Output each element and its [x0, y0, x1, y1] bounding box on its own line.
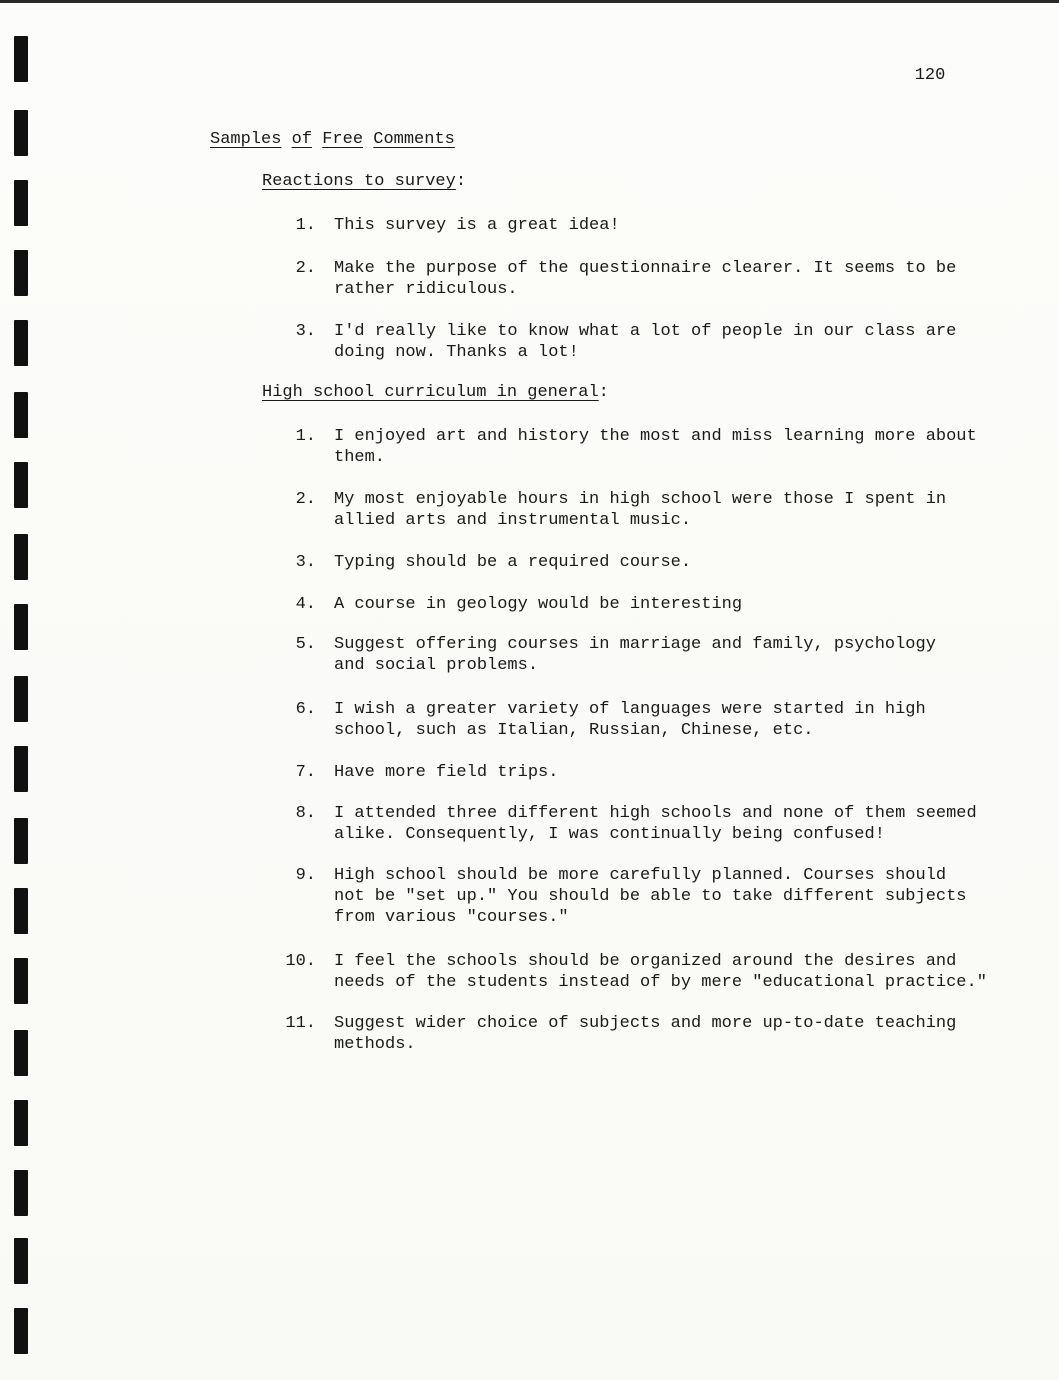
top-edge-rule: [0, 0, 1059, 3]
page-number: 120: [914, 66, 946, 85]
item-number: 1.: [295, 216, 316, 235]
section-heading-text: High school curriculum in general: [262, 383, 599, 402]
binding-mark: [14, 1238, 28, 1284]
section-heading-colon: :: [598, 383, 609, 402]
binding-mark: [14, 250, 28, 296]
item-number: 7.: [295, 763, 316, 782]
binding-mark: [14, 888, 28, 934]
binding-mark: [14, 1100, 28, 1146]
binding-mark: [14, 180, 28, 226]
title-word: of: [291, 130, 313, 149]
title-word: Samples: [210, 130, 282, 149]
page-title: [210, 130, 455, 149]
item-number: 2.: [295, 259, 316, 278]
item-text: Typing should be a required course.: [334, 553, 692, 572]
binding-mark: [14, 534, 28, 580]
item-number: 10.: [285, 952, 316, 971]
title-word: Free: [322, 130, 364, 149]
binding-mark: [14, 110, 28, 156]
item-text: A course in geology would be interesting: [334, 595, 743, 614]
section-heading-text: Reactions to survey: [262, 172, 456, 191]
item-number: 6.: [295, 700, 316, 719]
item-text: I'd really like to know what a lot of people in our class are doing now. Thanks a lot!: [334, 322, 957, 362]
binding-mark: [14, 746, 28, 792]
binding-mark: [14, 462, 28, 508]
item-number: 1.: [295, 427, 316, 446]
item-number: 8.: [295, 804, 316, 823]
item-number: 2.: [295, 490, 316, 509]
section-heading-colon: :: [455, 172, 467, 191]
item-number: 9.: [295, 866, 316, 885]
item-text: This survey is a great idea!: [334, 216, 620, 235]
binding-mark: [14, 1308, 28, 1354]
item-text: I enjoyed art and history the most and miss learning more about them.: [334, 427, 977, 467]
binding-mark: [14, 818, 28, 864]
binding-mark: [14, 604, 28, 650]
item-number: 3.: [295, 553, 316, 572]
item-text: High school should be more carefully planned. Courses should not be "set up." You should be able to take different subjects from various "courses.": [334, 866, 967, 927]
section-heading-reactions: [262, 172, 466, 191]
section-heading-curriculum: [262, 383, 609, 402]
item-text: My most enjoyable hours in high school were those I spent in allied arts and instrumental music.: [334, 490, 947, 530]
item-number: 5.: [295, 635, 316, 654]
item-text: I attended three different high schools and none of them seemed alike. Consequently, I was continually being confused!: [334, 804, 977, 844]
item-number: 11.: [285, 1014, 316, 1033]
binding-mark: [14, 1030, 28, 1076]
item-number: 3.: [295, 322, 316, 341]
item-text: Have more field trips.: [334, 763, 559, 782]
title-word: Comments: [373, 130, 455, 149]
item-text: I wish a greater variety of languages were started in high school, such as Italian, Russian, Chinese, etc.: [334, 700, 926, 740]
item-text: I feel the schools should be organized around the desires and needs of the students instead of by mere "educational practice.": [334, 952, 987, 992]
item-text: Suggest wider choice of subjects and more up-to-date teaching methods.: [334, 1014, 957, 1054]
binding-mark: [14, 958, 28, 1004]
binding-mark: [14, 1170, 28, 1216]
binding-marks: [14, 0, 38, 1380]
item-text: Suggest offering courses in marriage and family, psychology and social problems.: [334, 635, 936, 675]
item-text: Make the purpose of the questionnaire clearer. It seems to be rather ridiculous.: [334, 259, 957, 299]
binding-mark: [14, 320, 28, 366]
item-number: 4.: [295, 595, 316, 614]
binding-mark: [14, 392, 28, 438]
binding-mark: [14, 676, 28, 722]
binding-mark: [14, 36, 28, 82]
